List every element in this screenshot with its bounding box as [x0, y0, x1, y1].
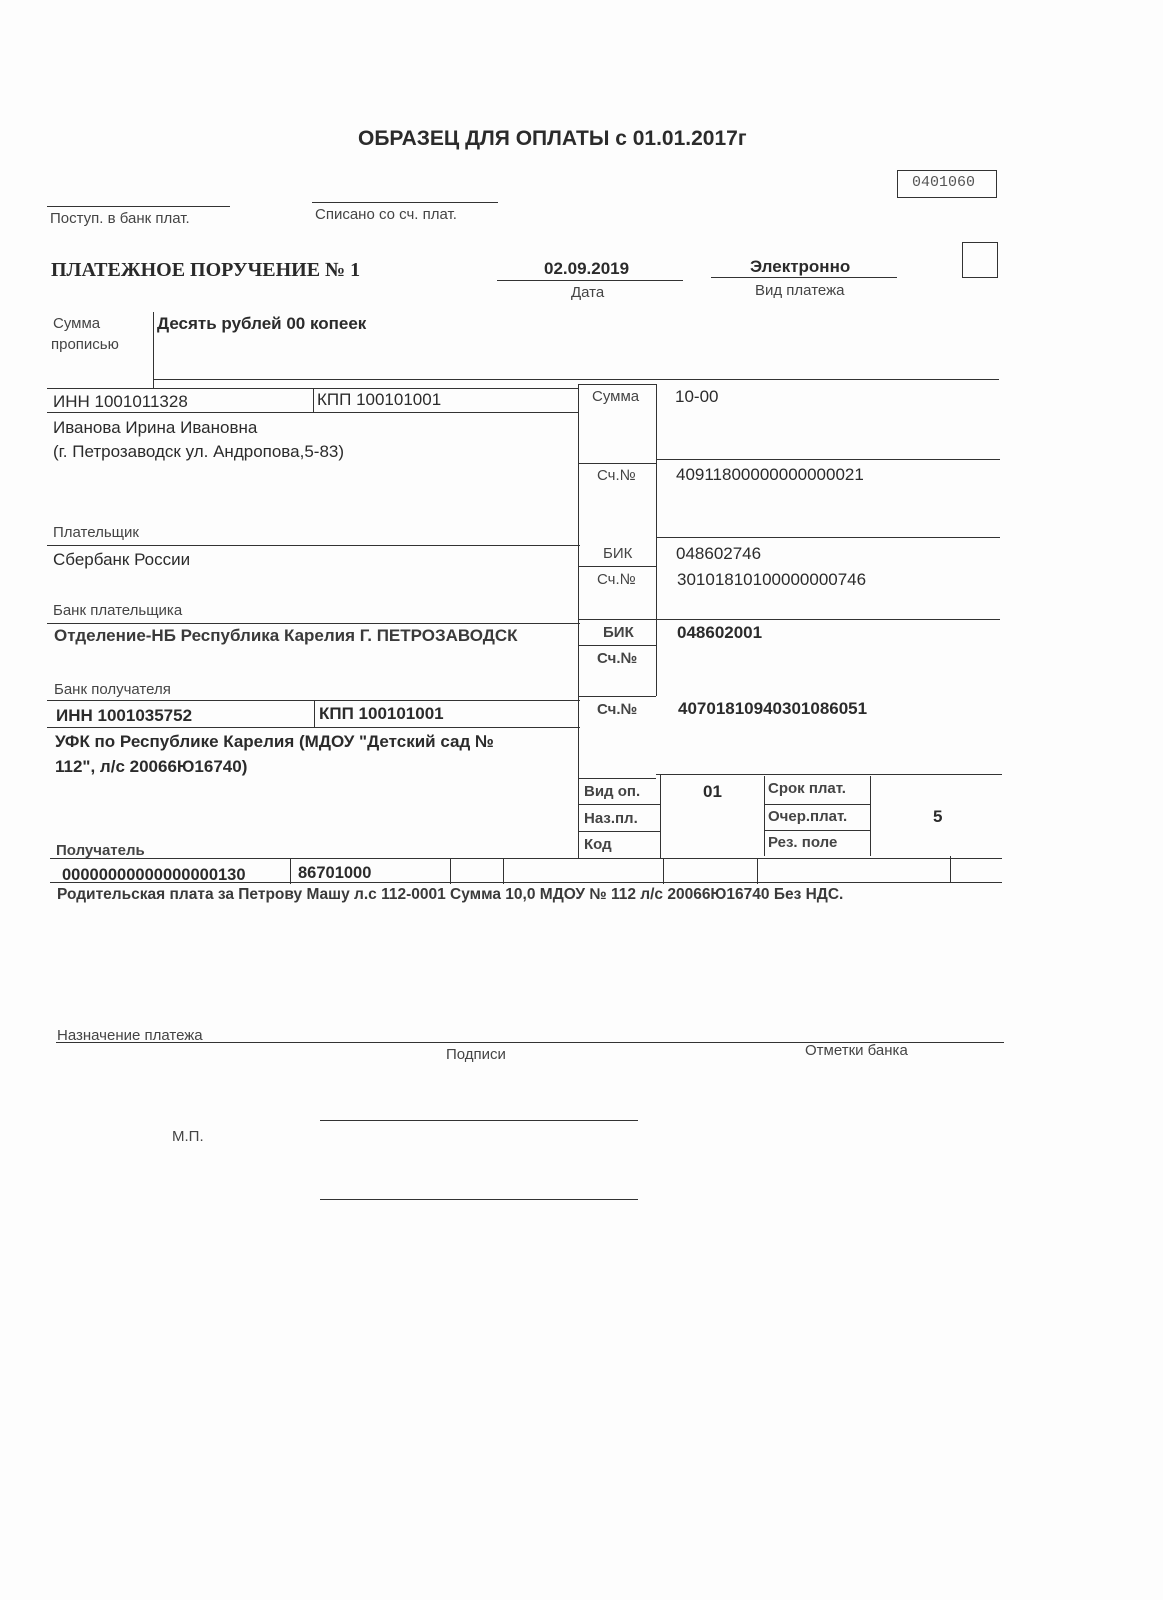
op-type-label: Вид оп. — [584, 783, 641, 800]
signatures-label: Подписи — [446, 1046, 506, 1063]
payment-type-label: Вид платежа — [755, 282, 845, 299]
payer-inn: ИНН 1001011328 — [53, 392, 188, 411]
payer-bank-name: Сбербанк России — [53, 550, 191, 569]
payer-bank-account: 30101810100000000746 — [677, 570, 867, 589]
amount-words: Десять рублей 00 копеек — [157, 314, 367, 333]
payer-bik-label: БИК — [603, 545, 633, 562]
payer-bik: 048602746 — [676, 544, 762, 563]
order-title: ПЛАТЕЖНОЕ ПОРУЧЕНИЕ № 1 — [51, 259, 361, 281]
payment-type: Электронно — [750, 257, 851, 276]
bank-marks-label: Отметки банка — [805, 1042, 908, 1059]
amount-words-label-1: Сумма — [53, 315, 101, 332]
order-date: 02.09.2019 — [544, 259, 630, 278]
recipient-name-1: УФК по Республике Карелия (МДОУ "Детский сад № — [55, 732, 494, 751]
amount-label: Сумма — [592, 388, 640, 405]
recipient-account: 40701810940301086051 — [678, 699, 868, 718]
recipient-bik: 048602001 — [677, 623, 763, 642]
recipient-bank-name: Отделение-НБ Республика Карелия Г. ПЕТРОЗАВОДСК — [54, 626, 518, 645]
debited-label: Списано со сч. плат. — [315, 206, 457, 223]
date-label: Дата — [571, 284, 605, 301]
amount-value: 10-00 — [675, 387, 719, 406]
recipient-label: Получатель — [56, 842, 145, 859]
received-label: Поступ. в банк плат. — [50, 210, 190, 227]
priority-label: Очер.плат. — [768, 808, 848, 825]
code-label: Код — [584, 836, 612, 853]
checkbox-box — [962, 242, 998, 278]
recipient-inn: ИНН 1001035752 — [56, 706, 193, 725]
recipient-kpp: КПП 100101001 — [319, 704, 444, 723]
recipient-bank-account-label: Сч.№ — [597, 650, 638, 667]
recipient-bank-label: Банк получателя — [54, 681, 171, 698]
payer-address: (г. Петрозаводск ул. Андропова,5-83) — [53, 442, 345, 461]
payer-bank-account-label: Сч.№ — [597, 571, 636, 588]
kbk-value: 00000000000000000130 — [62, 866, 246, 884]
purpose-code-label: Наз.пл. — [584, 810, 638, 827]
recipient-name-2: 112", л/с 20066Ю16740) — [55, 757, 248, 776]
payer-kpp: КПП 100101001 — [317, 390, 442, 409]
form-code-box — [897, 170, 997, 198]
stamp-label: М.П. — [172, 1128, 204, 1145]
payer-name: Иванова Ирина Ивановна — [53, 418, 258, 437]
payer-account: 40911800000000000021 — [676, 465, 864, 484]
page-title: ОБРАЗЕЦ ДЛЯ ОПЛАТЫ с 01.01.2017г — [358, 127, 747, 150]
deadline-label: Срок плат. — [768, 780, 846, 797]
purpose-text: Родительская плата за Петрову Машу л.с 112-0001 Сумма 10,0 МДОУ № 112 л/с 20066Ю16740 Без НДС. — [57, 886, 844, 903]
form-code: 0401060 — [912, 174, 976, 191]
recipient-bik-label: БИК — [603, 624, 634, 641]
payer-account-label: Сч.№ — [597, 467, 636, 484]
signature-line-2 — [320, 1199, 638, 1200]
payer-label: Плательщик — [53, 524, 139, 541]
signature-line-1 — [320, 1120, 638, 1121]
recipient-account-label: Сч.№ — [597, 701, 638, 718]
priority-value: 5 — [933, 807, 943, 826]
op-type-value: 01 — [703, 782, 722, 801]
reserve-label: Рез. поле — [768, 834, 838, 851]
payer-bank-label: Банк плательщика — [53, 602, 183, 619]
amount-words-label-2: прописью — [51, 336, 119, 353]
oktmo-value: 86701000 — [298, 864, 372, 882]
purpose-label: Назначение платежа — [57, 1027, 203, 1044]
